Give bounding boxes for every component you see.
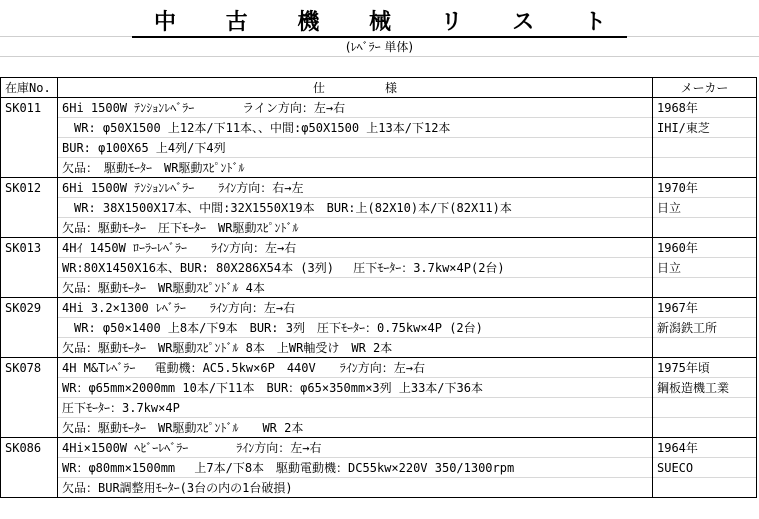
stock-no-cell[interactable]: SK012 bbox=[1, 178, 58, 198]
table-row bbox=[1, 418, 757, 438]
maker-cell[interactable]: 日立 bbox=[653, 198, 757, 218]
title-text: 中 古 機 械 リ ス ト bbox=[132, 10, 627, 38]
stock-no-cell[interactable] bbox=[1, 278, 58, 298]
maker-cell[interactable]: 1964年 bbox=[653, 438, 757, 458]
stock-no-cell[interactable]: SK086 bbox=[1, 438, 58, 458]
page-title bbox=[0, 10, 759, 36]
spec-cell[interactable]: 4Hｲ 1450W ﾛｰﾗｰﾚﾍﾞﾗｰ ﾗｲﾝ方向：左→右 bbox=[58, 238, 653, 258]
maker-cell[interactable] bbox=[653, 218, 757, 238]
table-row bbox=[1, 198, 757, 218]
stock-no-cell[interactable] bbox=[1, 198, 58, 218]
spec-cell[interactable]: WR：φ65mm×2000mm 10本/下11本 BUR：φ65×350mm×3列 上33本/下36本 bbox=[58, 378, 653, 398]
stock-no-cell[interactable]: SK011 bbox=[1, 98, 58, 118]
stock-no-cell[interactable] bbox=[1, 118, 58, 138]
maker-cell[interactable] bbox=[653, 478, 757, 498]
stock-no-cell[interactable]: SK013 bbox=[1, 238, 58, 258]
header-maker[interactable]: メーカー bbox=[653, 78, 757, 98]
maker-cell[interactable]: 1967年 bbox=[653, 298, 757, 318]
stock-no-cell[interactable] bbox=[1, 338, 58, 358]
table-row bbox=[1, 118, 757, 138]
machine-table bbox=[0, 77, 757, 498]
stock-no-cell[interactable]: SK078 bbox=[1, 358, 58, 378]
table-row bbox=[1, 238, 757, 258]
table-row bbox=[1, 378, 757, 398]
spec-cell[interactable]: 6Hi 1500W ﾃﾝｼｮﾝﾚﾍﾞﾗｰ ﾗｲﾝ方向：右→左 bbox=[58, 178, 653, 198]
spec-cell[interactable]: 欠品：駆動ﾓｰﾀｰ WR駆動ｽﾋﾟﾝﾄﾞﾙ 4本 bbox=[58, 278, 653, 298]
stock-no-cell[interactable] bbox=[1, 458, 58, 478]
spec-cell[interactable]: 欠品： 駆動ﾓｰﾀｰ WR駆動ｽﾋﾟﾝﾄﾞﾙ bbox=[58, 158, 653, 178]
table-row bbox=[1, 458, 757, 478]
stock-no-cell[interactable] bbox=[1, 218, 58, 238]
spec-cell[interactable]: 圧下ﾓｰﾀｰ：3.7kw×4P bbox=[58, 398, 653, 418]
maker-cell[interactable]: SUECO bbox=[653, 458, 757, 478]
table-row bbox=[1, 158, 757, 178]
maker-cell[interactable]: 1970年 bbox=[653, 178, 757, 198]
header-row bbox=[1, 78, 757, 98]
table-row bbox=[1, 298, 757, 318]
spec-cell[interactable]: 4H M&Tﾚﾍﾞﾗｰ 電動機：AC5.5kw×6P 440V ﾗｲﾝ方向：左→右 bbox=[58, 358, 653, 378]
maker-cell[interactable] bbox=[653, 338, 757, 358]
table-row bbox=[1, 138, 757, 158]
maker-cell[interactable] bbox=[653, 278, 757, 298]
maker-cell[interactable]: 1975年頃 bbox=[653, 358, 757, 378]
table-row bbox=[1, 278, 757, 298]
table-row bbox=[1, 258, 757, 278]
stock-no-cell[interactable] bbox=[1, 418, 58, 438]
maker-cell[interactable]: 新潟鉄工所 bbox=[653, 318, 757, 338]
stock-no-cell[interactable] bbox=[1, 398, 58, 418]
spec-cell[interactable]: 欠品：駆動ﾓｰﾀｰ WR駆動ｽﾋﾟﾝﾄﾞﾙ 8本 上WR軸受け WR 2本 bbox=[58, 338, 653, 358]
table-row bbox=[1, 178, 757, 198]
maker-cell[interactable] bbox=[653, 418, 757, 438]
page-subtitle: (ﾚﾍﾞﾗｰ 単体) bbox=[345, 40, 414, 54]
maker-cell[interactable]: 鋼板造機工業 bbox=[653, 378, 757, 398]
maker-cell[interactable] bbox=[653, 138, 757, 158]
table-row bbox=[1, 318, 757, 338]
table-row bbox=[1, 358, 757, 378]
header-stock-no[interactable]: 在庫No. bbox=[1, 78, 58, 98]
spec-cell[interactable]: WR: φ50X1500 上12本/下11本、、中間:φ50X1500 上13本/下12本 bbox=[58, 118, 653, 138]
spec-cell[interactable]: 6Hi 1500W ﾃﾝｼｮﾝﾚﾍﾞﾗｰ ライン方向：左→右 bbox=[58, 98, 653, 118]
spec-cell[interactable]: 欠品：駆動ﾓｰﾀｰ WR駆動ｽﾋﾟﾝﾄﾞﾙ WR 2本 bbox=[58, 418, 653, 438]
maker-cell[interactable]: 1960年 bbox=[653, 238, 757, 258]
spec-cell[interactable]: WR: φ50×1400 上8本/下9本 BUR: 3列 圧下ﾓｰﾀｰ：0.75kw×4P (2台) bbox=[58, 318, 653, 338]
stock-no-cell[interactable] bbox=[1, 318, 58, 338]
stock-no-cell[interactable] bbox=[1, 158, 58, 178]
spec-cell[interactable]: BUR: φ100X65 上4列/下4列 bbox=[58, 138, 653, 158]
table-row bbox=[1, 338, 757, 358]
table-row bbox=[1, 438, 757, 458]
stock-no-cell[interactable] bbox=[1, 258, 58, 278]
spec-cell[interactable]: WR:80X1450X16本、BUR: 80X286X54本 (3列) 圧下ﾓｰﾀｰ：3.7kw×4P(2台) bbox=[58, 258, 653, 278]
spec-cell[interactable]: WR: 38X1500X17本、中間:32X1550X19本 BUR:上(82X10)本/下(82X11)本 bbox=[58, 198, 653, 218]
maker-cell[interactable] bbox=[653, 398, 757, 418]
spec-cell[interactable]: 欠品：BUR調整用ﾓｰﾀｰ(3台の内の1台破損) bbox=[58, 478, 653, 498]
spec-cell[interactable]: WR：φ80mm×1500mm 上7本/下8本 駆動電動機：DC55kw×220V 350/1300rpm bbox=[58, 458, 653, 478]
grid-line bbox=[0, 56, 759, 57]
table-row bbox=[1, 478, 757, 498]
stock-no-cell[interactable] bbox=[1, 378, 58, 398]
spec-cell[interactable]: 4Hi 3.2×1300 ﾚﾍﾞﾗｰ ﾗｲﾝ方向：左→右 bbox=[58, 298, 653, 318]
maker-cell[interactable] bbox=[653, 158, 757, 178]
table-row bbox=[1, 398, 757, 418]
spec-cell[interactable]: 欠品：駆動ﾓｰﾀｰ 圧下ﾓｰﾀｰ WR駆動ｽﾋﾟﾝﾄﾞﾙ bbox=[58, 218, 653, 238]
spec-cell[interactable]: 4Hi×1500W ﾍﾋﾞｰﾚﾍﾞﾗｰ ﾗｲﾝ方向：左→右 bbox=[58, 438, 653, 458]
stock-no-cell[interactable]: SK029 bbox=[1, 298, 58, 318]
maker-cell[interactable]: 1968年 bbox=[653, 98, 757, 118]
maker-cell[interactable]: IHI/東芝 bbox=[653, 118, 757, 138]
header-spec[interactable]: 仕 様 bbox=[58, 78, 653, 98]
table-row bbox=[1, 98, 757, 118]
table-row bbox=[1, 218, 757, 238]
stock-no-cell[interactable] bbox=[1, 478, 58, 498]
maker-cell[interactable]: 日立 bbox=[653, 258, 757, 278]
stock-no-cell[interactable] bbox=[1, 138, 58, 158]
